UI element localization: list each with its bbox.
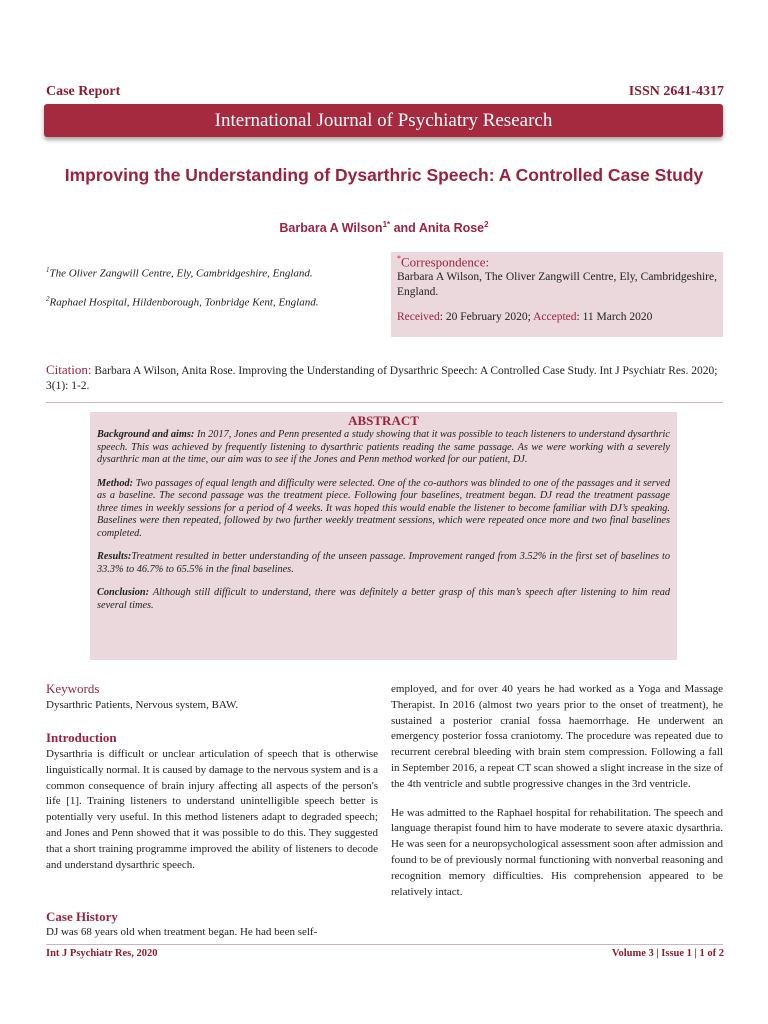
abstract-results-label: Results: bbox=[97, 551, 132, 562]
article-dates bbox=[397, 311, 717, 323]
received-label: Received bbox=[397, 311, 440, 324]
abstract-results bbox=[97, 551, 670, 576]
journal-banner: International Journal of Psychiatry Research bbox=[44, 104, 723, 137]
abstract-method-text: Two passages of equal length and difficulty were selected. One of the co-authors was blinded to one of the passages and it served as a baseline. The second passage was the treatment piece. Following four baselines, treatment began. DJ read the treatment passage three times in weekly sessions for a period of 4 weeks. It was hoped this would enable the listener to become familiar with DJ’s speaking. Baselines were then repeated, followed by two further weekly treatment sessions, which were repeated once more and two final baselines completed. bbox=[97, 477, 670, 539]
abstract-box bbox=[90, 412, 677, 660]
author-2-sup: 2 bbox=[484, 220, 489, 229]
citation-text: Barbara A Wilson, Anita Rose. Improving the Understanding of Dysarthric Speech: A Controlled Case Study. Int J Psychiatr Res. 2020; 3(1): 1-2. bbox=[46, 365, 718, 392]
abstract-method bbox=[97, 478, 670, 541]
affiliation-1-sup: 1 bbox=[46, 266, 50, 274]
abstract-conclusion bbox=[97, 587, 670, 612]
case-history-text-right-2: He was admitted to the Raphael hospital for rehabilitation. The speech and language therapist found him to have moderate to severe ataxic dysarthria. He was seen for a neuropsychological assessment soon after admission and found to be of previously normal functioning with nonverbal reasoning and recognition memory difficulties. His comprehension appeared to be relatively intact. bbox=[391, 806, 723, 898]
keywords-heading: Keywords bbox=[46, 681, 100, 696]
correspondence-heading-text: Correspondence: bbox=[401, 254, 490, 270]
author-2: Anita Rose bbox=[418, 221, 485, 236]
affiliation-2 bbox=[46, 295, 319, 309]
abstract-method-label: Method: bbox=[97, 477, 134, 489]
accepted-label: Accepted bbox=[533, 311, 577, 324]
section-divider bbox=[46, 402, 723, 403]
case-history-text-right-1: employed, and for over 40 years he had worked as a Yoga and Massage Therapist. In 2016 (almost two years prior to the onset of treatment), he sustained a posterior cranial fossa haemorrhage. He underwent an emergency posterior fossa craniotomy. The procedure was repeated due to recurrent cerebral bleeding with brain stem compression. Following a fall in September 2016, a repeat CT scan showed a slight increase in the size of the 4th ventricle and subtle progressive changes in the 3rd ventricle. bbox=[391, 683, 723, 790]
abstract-background bbox=[97, 429, 670, 467]
citation-label: Citation: bbox=[46, 362, 92, 377]
affiliation-1-text: The Oliver Zangwill Centre, Ely, Cambridgeshire, England. bbox=[49, 267, 313, 280]
accepted-date: : 11 March 2020 bbox=[576, 311, 653, 324]
correspondence-box bbox=[391, 252, 723, 337]
keywords-text: Dysarthric Patients, Nervous system, BAW. bbox=[46, 699, 239, 711]
abstract-results-text: Treatment resulted in better understanding of the unseen passage. Improvement ranged from 3.52% in the first set of baselines to 33.3% to 46.7% to 65.5% in the final baselines. bbox=[97, 551, 670, 575]
affiliation-1 bbox=[46, 266, 313, 280]
introduction-text: Dysarthria is difficult or unclear articulation of speech that is otherwise linguistically normal. It is caused by damage to the nervous system and is a common consequence of brain injury affecting all aspects of the person's life [1]. Training listeners to understand unintelligible speech better is potentially very useful. In this method listeners adapt to degraded speech; and Jones and Penn showed that it was possible to do this. They suggested that a short training programme improved the ability of listeners to decode and understand dysarthric speech. bbox=[46, 748, 378, 871]
affiliation-2-text: Raphael Hospital, Hildenborough, Tonbridge Kent, England. bbox=[49, 296, 319, 309]
author-conjunction: and bbox=[390, 221, 419, 236]
issn: ISSN 2641-4317 bbox=[628, 84, 724, 99]
author-1: Barbara A Wilson bbox=[279, 221, 383, 236]
author-list bbox=[56, 220, 712, 235]
footer-journal: Int J Psychiatr Res, 2020 bbox=[46, 948, 158, 959]
abstract-conclusion-label: Conclusion: bbox=[97, 587, 150, 598]
page-header bbox=[46, 84, 724, 102]
right-column bbox=[391, 682, 723, 913]
case-history-text-left: DJ was 68 years old when treatment began. He had been self- bbox=[46, 926, 318, 938]
abstract-background-label: Background and aims: bbox=[97, 429, 195, 440]
page-footer bbox=[46, 948, 724, 964]
affiliation-2-sup: 2 bbox=[46, 295, 50, 303]
footer-divider bbox=[46, 944, 723, 945]
correspondence-address: Barbara A Wilson, The Oliver Zangwill Centre, Ely, Cambridgeshire, England. bbox=[397, 271, 717, 299]
correspondence-heading bbox=[397, 254, 717, 270]
article-type: Case Report bbox=[46, 84, 121, 99]
citation bbox=[46, 362, 723, 394]
correspondence-sup: * bbox=[397, 254, 401, 263]
article-title: Improving the Understanding of Dysarthric Speech: A Controlled Case Study bbox=[64, 165, 704, 185]
introduction-heading: Introduction bbox=[46, 730, 117, 745]
received-date: : 20 February 2020; bbox=[439, 311, 534, 324]
abstract-heading: ABSTRACT bbox=[348, 413, 419, 428]
author-1-sup: 1* bbox=[382, 220, 391, 229]
abstract-conclusion-text: Although still difficult to understand, there was definitely a better grasp of this man’s speech after listening to him read several times. bbox=[97, 587, 670, 611]
abstract-background-text: In 2017, Jones and Penn presented a study showing that it was possible to teach listeners to understand dysarthric speech. This was achieved by frequently listening to dysarthric patients reading the same passage. As we were working with a severely dysarthric man at the time, our aim was to see if the Jones and Penn method worked for our patient, DJ. bbox=[97, 429, 670, 465]
footer-volume: Volume 3 | Issue 1 | 1 of 2 bbox=[611, 948, 724, 959]
case-history-heading: Case History bbox=[46, 909, 118, 924]
